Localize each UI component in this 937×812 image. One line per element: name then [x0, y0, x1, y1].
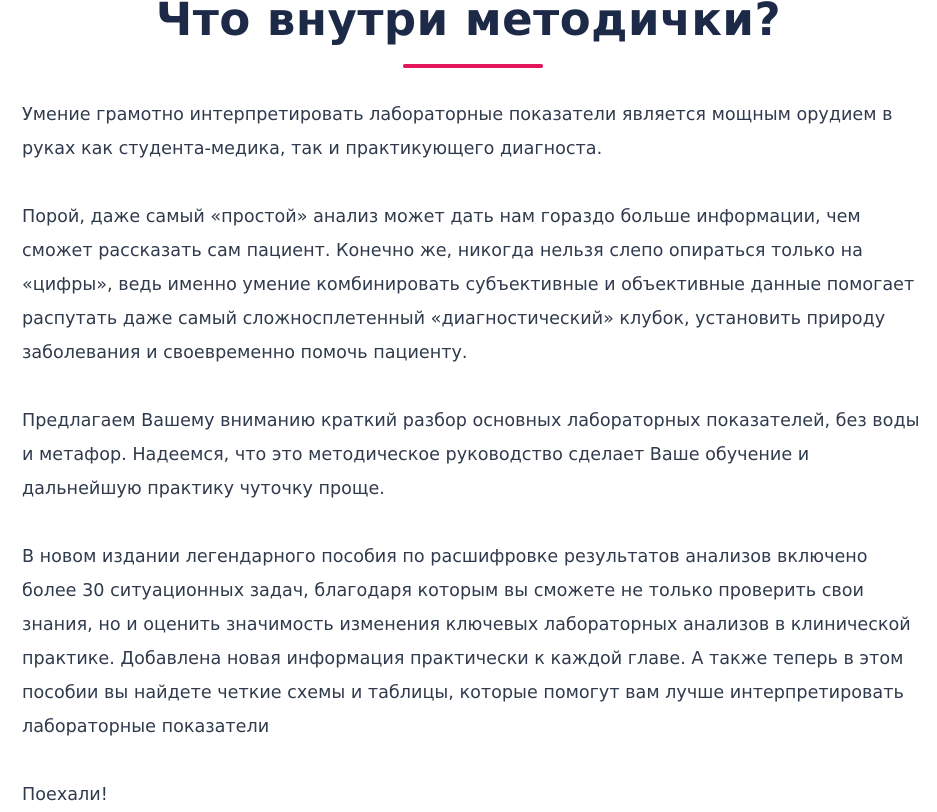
paragraph-intro: Умение грамотно интерпретировать лабораторные показатели является мощным орудием в руках как студента-медика, так и практикующего диагноста. — [22, 105, 893, 159]
paragraph-new-edition: В новом издании легендарного пособия по расшифровке результатов анализов включено более 30 ситуационных задач, благодаря которым вы сможете не только проверить свои знания, но и оценить значимость изменения ключевых лабораторных анализов в клинической практике. Добавлена новая информация практически к каждой главе. А также теперь в этом пособии вы найдете четкие схемы и таблицы, которые помогут вам лучше интерпретировать лабораторные показатели — [22, 547, 911, 737]
page-title: Что внутри методички? — [155, 0, 782, 46]
paragraph-analysis: Порой, даже самый «простой» анализ может дать нам гораздо больше информации, чем сможет рассказать сам пациент. Конечно же, никогда нельзя слепо опираться только на «цифры», ведь именно умение комбинировать субъективные и объективные данные помогает распутать даже самый сложносплетенный «диагностический» клубок, установить природу заболевания и своевременно помочь пациенту. — [22, 207, 915, 363]
paragraph-offer: Предлагаем Вашему вниманию краткий разбор основных лабораторных показателей, без воды и метафор. Надеемся, что это методическое руководство сделает Ваше обучение и дальнейшую практику чуточку проще. — [22, 411, 920, 499]
article-body — [22, 98, 922, 812]
title-underline-accent — [403, 64, 543, 68]
paragraph-closing: Поехали! — [22, 785, 108, 805]
